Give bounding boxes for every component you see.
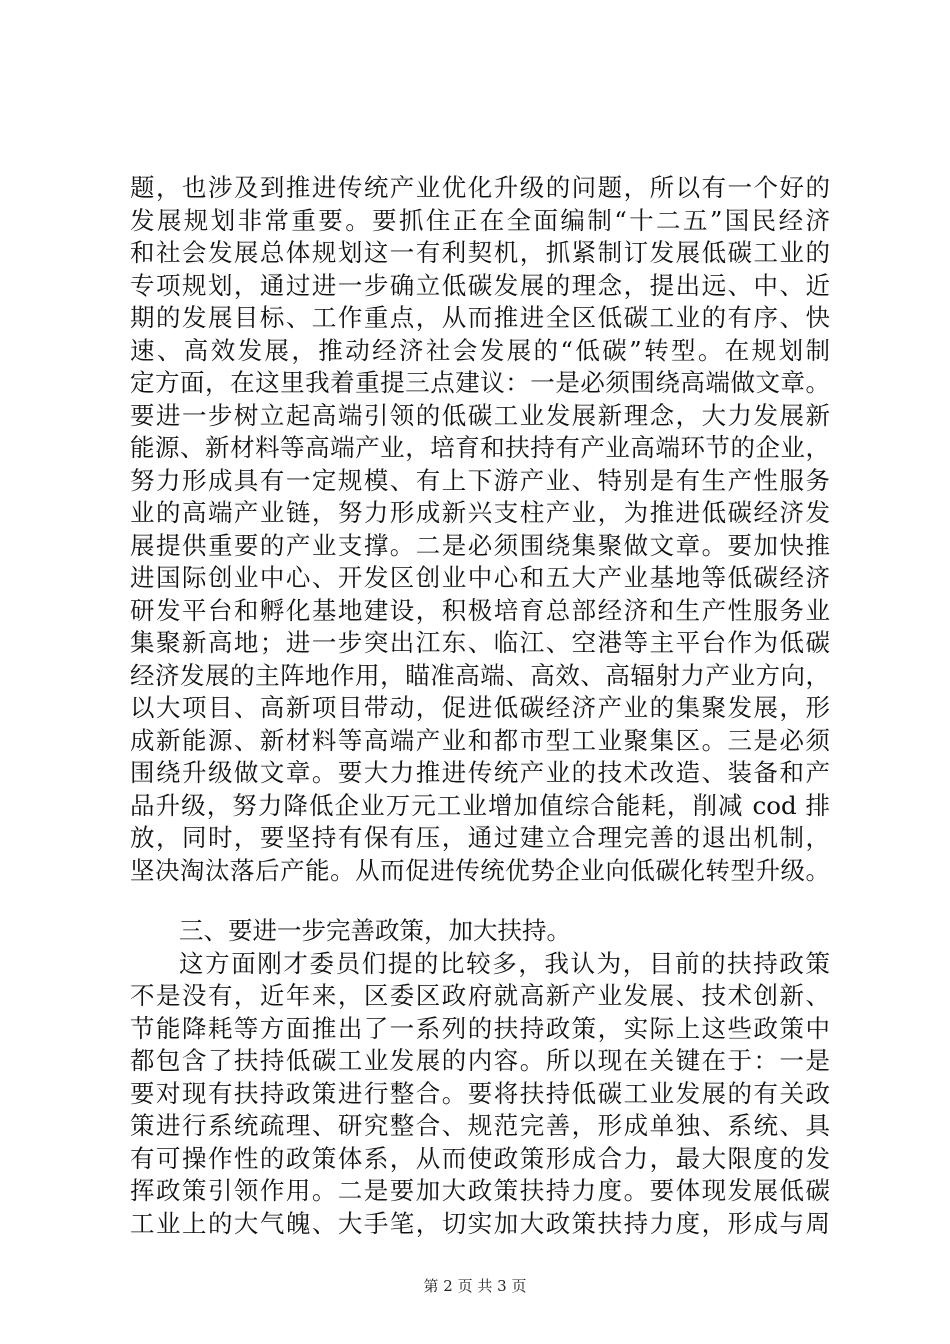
text-line: 能源、新材料等高端产业，培育和扶持有产业高端环节的企业，	[130, 433, 830, 462]
text-line: 定方面，在这里我着重提三点建议：一是必须围绕高端做文章。	[130, 368, 830, 397]
text-line: 有可操作性的政策体系，从而使政策形成合力，最大限度的发	[130, 1143, 830, 1173]
text-line: 节能降耗等方面推出了一系列的扶持政策，实际上这些政策中	[130, 1013, 830, 1043]
text-line: 要进一步树立起高端引领的低碳工业发展新理念，大力发展新	[130, 400, 830, 430]
text-line: 品升级，努力降低企业万元工业增加值综合能耗，削减 cod 排	[130, 790, 830, 820]
text-line: 期的发展目标、工作重点，从而推进全区低碳工业的有序、快	[130, 303, 830, 332]
text-line: 不是没有，近年来，区委区政府就高新产业发展、技术创新、	[130, 981, 830, 1010]
page-footer: 第 2 页 共 3 页	[423, 1277, 527, 1295]
text-line: 这方面刚才委员们提的比较多，我认为，目前的扶持政策	[179, 948, 830, 978]
text-line: 努力形成具有一定规模、有上下游产业、特别是有生产性服务	[130, 465, 830, 495]
text-line: 题，也涉及到推进传统产业优化升级的问题，所以有一个好的	[130, 173, 830, 202]
text-line: 速、高效发展，推动经济社会发展的“低碳”转型。在规划制	[130, 335, 830, 365]
paragraph-2	[130, 948, 830, 1241]
text-line: 都包含了扶持低碳工业发展的内容。所以现在关键在于：一是	[130, 1046, 830, 1075]
text-line: 要对现有扶持政策进行整合。要将扶持低碳工业发展的有关政	[130, 1078, 830, 1108]
text-line: 业的高端产业链，努力形成新兴支柱产业，为推进低碳经济发	[130, 498, 830, 527]
text-line: 经济发展的主阵地作用，瞄准高端、高效、高辐射力产业方向，	[130, 660, 830, 690]
section-heading: 三、要进一步完善政策，加大扶持。	[179, 916, 571, 945]
text-line: 专项规划，通过进一步确立低碳发展的理念，提出远、中、近	[130, 270, 830, 300]
text-line: 成新能源、新材料等高端产业和都市型工业聚集区。三是必须	[130, 725, 830, 755]
text-line: 展提供重要的产业支撑。二是必须围绕集聚做文章。要加快推	[130, 530, 830, 560]
text-line: 集聚新高地；进一步突出江东、临江、空港等主平台作为低碳	[130, 628, 830, 657]
text-line: 策进行系统疏理、研究整合、规范完善，形成单独、系统、具	[130, 1111, 830, 1140]
text-line: 和社会发展总体规划这一有利契机，抓紧制订发展低碳工业的	[130, 238, 830, 267]
body-text	[130, 172, 830, 1240]
paragraph-gap	[130, 887, 830, 915]
text-line: 挥政策引领作用。二是要加大政策扶持力度。要体现发展低碳	[130, 1176, 830, 1205]
text-line: 进国际创业中心、开发区创业中心和五大产业基地等低碳经济	[130, 563, 830, 592]
text-line: 发展规划非常重要。要抓住正在全面编制“十二五”国民经济	[130, 205, 830, 235]
text-line: 工业上的大气魄、大手笔，切实加大政策扶持力度，形成与周	[130, 1208, 830, 1238]
text-line: 坚决淘汰落后产能。从而促进传统优势企业向低碳化转型升级。	[130, 855, 830, 885]
text-line: 放，同时，要坚持有保有压，通过建立合理完善的退出机制，	[130, 823, 830, 852]
paragraph-1	[130, 172, 830, 887]
text-line: 研发平台和孵化基地建设，积极培育总部经济和生产性服务业	[130, 595, 830, 625]
text-line: 以大项目、高新项目带动，促进低碳经济产业的集聚发展，形	[130, 693, 830, 722]
text-line: 围绕升级做文章。要大力推进传统产业的技术改造、装备和产	[130, 758, 830, 787]
